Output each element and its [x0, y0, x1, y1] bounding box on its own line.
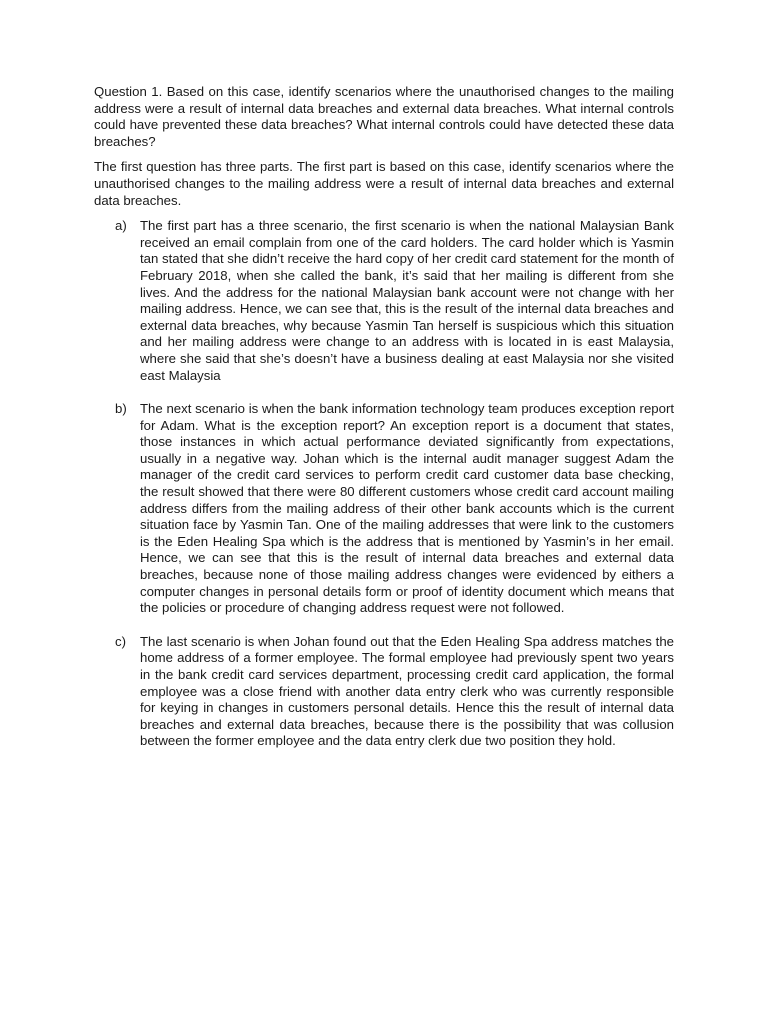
list-marker: b) — [115, 401, 127, 417]
list-marker: c) — [115, 633, 126, 649]
scenario-text: The first part has a three scenario, the first scenario is when the national Malaysian Bank received an email complain from one of the card holders. The card holder which is Yasmin tan stated that she didn’t receive the hard copy of her credit card statement for the month of February 2018, when she called the bank, it’s said that her mailing is different from she lives. And the address for the national Malaysian bank account were not change with her mailing address. Hence, we can see that, this is the result of the internal data breaches and external data breaches, why because Yasmin Tan herself is suspicious which this situation and her mailing address were change to an address with is located in is east Malaysia, where she said that she’s doesn’t have a business dealing at east Malaysia nor she visited east Malaysia — [140, 218, 674, 383]
scenario-list — [94, 218, 674, 750]
document-body — [94, 84, 674, 750]
intro-paragraph: The first question has three parts. The first part is based on this case, identify scenarios where the unauthorised changes to the mailing address were a result of internal data breaches and external data breaches. — [94, 159, 674, 208]
scenario-item-a — [94, 218, 674, 384]
question-paragraph: Question 1. Based on this case, identify scenarios where the unauthorised changes to the mailing address were a result of internal data breaches and external data breaches. What internal controls could have prevented these data breaches? What internal controls could have detected these data breaches? — [94, 84, 674, 149]
scenario-text: The last scenario is when Johan found out that the Eden Healing Spa address matches the home address of a former employee. The formal employee had previously spent two years in the bank credit card services department, processing credit card application, the formal employee was a close friend with another data entry clerk who was currently responsible for keying in changes in customers personal details. Hence this the result of internal data breaches and external data breaches, because there is the possibility that was collusion between the former employee and the data entry clerk due two position they hold. — [140, 633, 674, 749]
list-marker: a) — [115, 218, 127, 234]
scenario-item-c — [94, 634, 674, 750]
scenario-text: The next scenario is when the bank information technology team produces exception report for Adam. What is the exception report? An exception report is a document that states, those instances in which actual performance deviated significantly from expectations, usually in a negative way. Johan which is the internal audit manager suggest Adam the manager of the credit card services to perform credit card customer data base checking, the result showed that there were 80 different customers whose credit card account mailing address differs from the mailing address of their other bank accounts which is the current situation face by Yasmin Tan. One of the mailing addresses that were link to the customers is the Eden Healing Spa which is the address that is mentioned by Yasmin’s in her email. Hence, we can see that this is the result of internal data breaches and external data breaches, because none of those mailing address changes were evidenced by eithers a computer changes in personal details form or proof of identity document which means that the policies or procedure of changing address request were not followed. — [140, 401, 674, 616]
scenario-item-b — [94, 401, 674, 617]
